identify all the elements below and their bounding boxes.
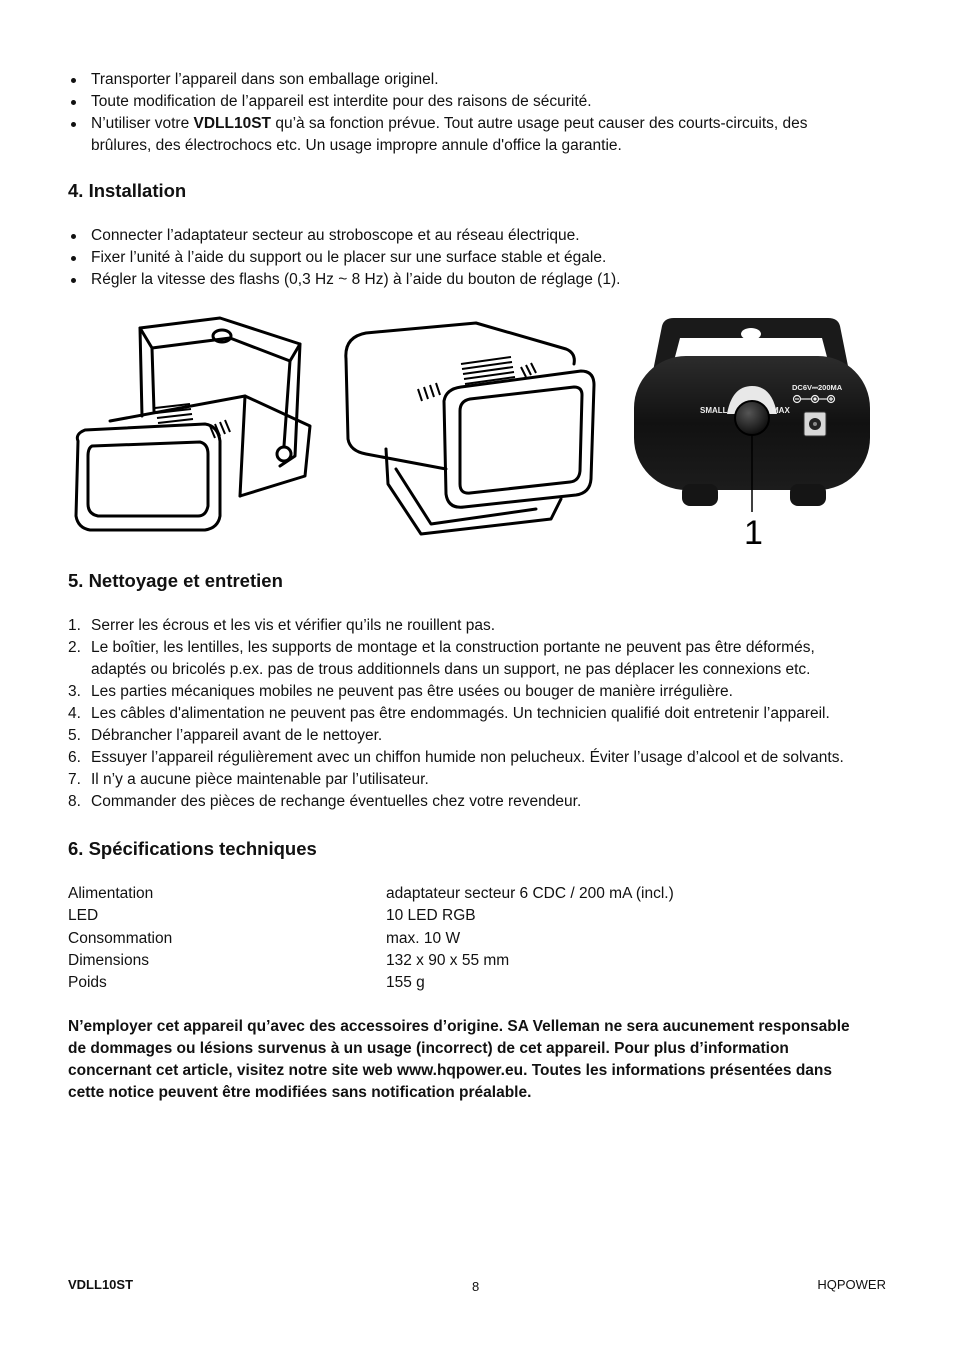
section-heading-cleaning: 5. Nettoyage et entretien bbox=[68, 570, 283, 591]
list-item bbox=[68, 747, 868, 769]
spec-key: LED bbox=[68, 907, 99, 925]
list-item bbox=[68, 725, 868, 747]
list-item: Régler la vitesse des flashs (0,3 Hz ~ 8 Hz) à l’aide du bouton de réglage (1). bbox=[68, 269, 868, 291]
intro-bullet-list bbox=[68, 69, 868, 157]
item-number: 4. bbox=[68, 705, 81, 722]
strobe-drawing-front-left bbox=[70, 316, 320, 541]
table-row bbox=[68, 928, 868, 950]
list-item bbox=[68, 769, 868, 791]
spec-value: 132 x 90 x 55 mm bbox=[386, 951, 510, 969]
product-illustrations bbox=[68, 316, 868, 548]
spec-key: Alimentation bbox=[68, 885, 154, 902]
section-heading-installation: 4. Installation bbox=[68, 180, 187, 201]
section-heading-specs: 6. Spécifications techniques bbox=[68, 838, 317, 859]
spec-key: Dimensions bbox=[68, 951, 149, 969]
spec-key: Poids bbox=[68, 974, 107, 992]
item-number: 8. bbox=[68, 793, 81, 810]
document-page bbox=[68, 68, 868, 1104]
item-text: Les câbles d'alimentation ne peuvent pas être endommagés. Un technicien qualifié doit entretenir l’appareil. bbox=[91, 705, 830, 722]
footer-page-number: 8 bbox=[472, 1279, 480, 1294]
item-text: Essuyer l’appareil régulièrement avec un chiffon humide non pelucheux. Éviter l’usage d’alcool et de solvants. bbox=[91, 749, 844, 766]
text-span: N’utiliser votre bbox=[91, 115, 194, 132]
table-row bbox=[68, 905, 868, 927]
knob-label-max: MAX bbox=[772, 406, 790, 415]
item-text: Serrer les écrous et les vis et vérifier qu’ils ne rouillent pas. bbox=[91, 617, 496, 634]
item-text: Il n’y a aucune pièce maintenable par l’utilisateur. bbox=[91, 771, 429, 788]
knob-label-small: SMALL bbox=[700, 406, 728, 415]
cleaning-list bbox=[68, 615, 868, 813]
installation-bullet-list bbox=[68, 225, 868, 291]
legal-notice: N’employer cet appareil qu’avec des accessoires d’origine. SA Velleman ne sera aucunement responsable de dommages ou lésions survenus à un usage (incorrect) de cet appareil. Pour plus d’information concernant cet article, visitez notre site web www.hqpower.eu. Toutes les informations présentées dans cette notice peuvent être modifiées sans notification préalable. bbox=[68, 1018, 850, 1102]
text-span: qu’à sa fonction prévue. Tout autre usage peut causer des courts-circuits, des brûlures, des électrochocs etc. Un usage impropre annule d'office la garantie. bbox=[91, 115, 808, 154]
callout-number: 1 bbox=[744, 514, 763, 548]
item-number: 6. bbox=[68, 749, 81, 766]
item-number: 7. bbox=[68, 771, 81, 788]
list-item: Toute modification de l’appareil est interdite pour des raisons de sécurité. bbox=[68, 91, 868, 113]
spec-value: 10 LED RGB bbox=[386, 907, 476, 925]
spec-table bbox=[68, 883, 868, 994]
table-row bbox=[68, 883, 868, 905]
item-text: Commander des pièces de rechange éventuelles chez votre revendeur. bbox=[91, 793, 582, 810]
list-item bbox=[68, 791, 868, 813]
list-item bbox=[68, 113, 868, 157]
list-item: Transporter l’appareil dans son emballage originel. bbox=[68, 69, 868, 91]
power-rating-label: DC6V⎓200MA bbox=[792, 383, 843, 392]
item-number: 2. bbox=[68, 639, 81, 656]
model-name: VDLL10ST bbox=[193, 115, 272, 132]
item-text: Débrancher l’appareil avant de le nettoyer. bbox=[91, 727, 383, 744]
item-text: Le boîtier, les lentilles, les supports de montage et la construction portante ne peuvent pas être déformés, adaptés ou bricolés p.ex. pas de trous additionnels dans un support, ne pas déplacer les connexions etc. bbox=[91, 639, 815, 678]
strobe-rear-panel bbox=[632, 316, 872, 548]
list-item bbox=[68, 615, 868, 637]
spec-value: 155 g bbox=[386, 974, 425, 992]
table-row bbox=[68, 950, 868, 972]
list-item bbox=[68, 637, 868, 681]
list-item: Fixer l’unité à l’aide du support ou le placer sur une surface stable et égale. bbox=[68, 247, 868, 269]
item-text: Les parties mécaniques mobiles ne peuvent pas être usées ou bouger de manière irrégulière. bbox=[91, 683, 733, 700]
table-row bbox=[68, 972, 868, 994]
item-number: 1. bbox=[68, 617, 81, 634]
item-number: 3. bbox=[68, 683, 81, 700]
list-item: Connecter l’adaptateur secteur au stroboscope et au réseau électrique. bbox=[68, 225, 868, 247]
spec-value: adaptateur secteur 6 CDC / 200 mA (incl.) bbox=[386, 885, 674, 902]
list-item bbox=[68, 681, 868, 703]
spec-key: Consommation bbox=[68, 929, 173, 947]
list-item bbox=[68, 703, 868, 725]
footer-brand: HQPOWER bbox=[817, 1277, 886, 1292]
item-number: 5. bbox=[68, 727, 81, 744]
strobe-drawing-front-right bbox=[336, 319, 601, 544]
spec-value: max. 10 W bbox=[386, 929, 461, 947]
footer-model: VDLL10ST bbox=[68, 1277, 134, 1292]
